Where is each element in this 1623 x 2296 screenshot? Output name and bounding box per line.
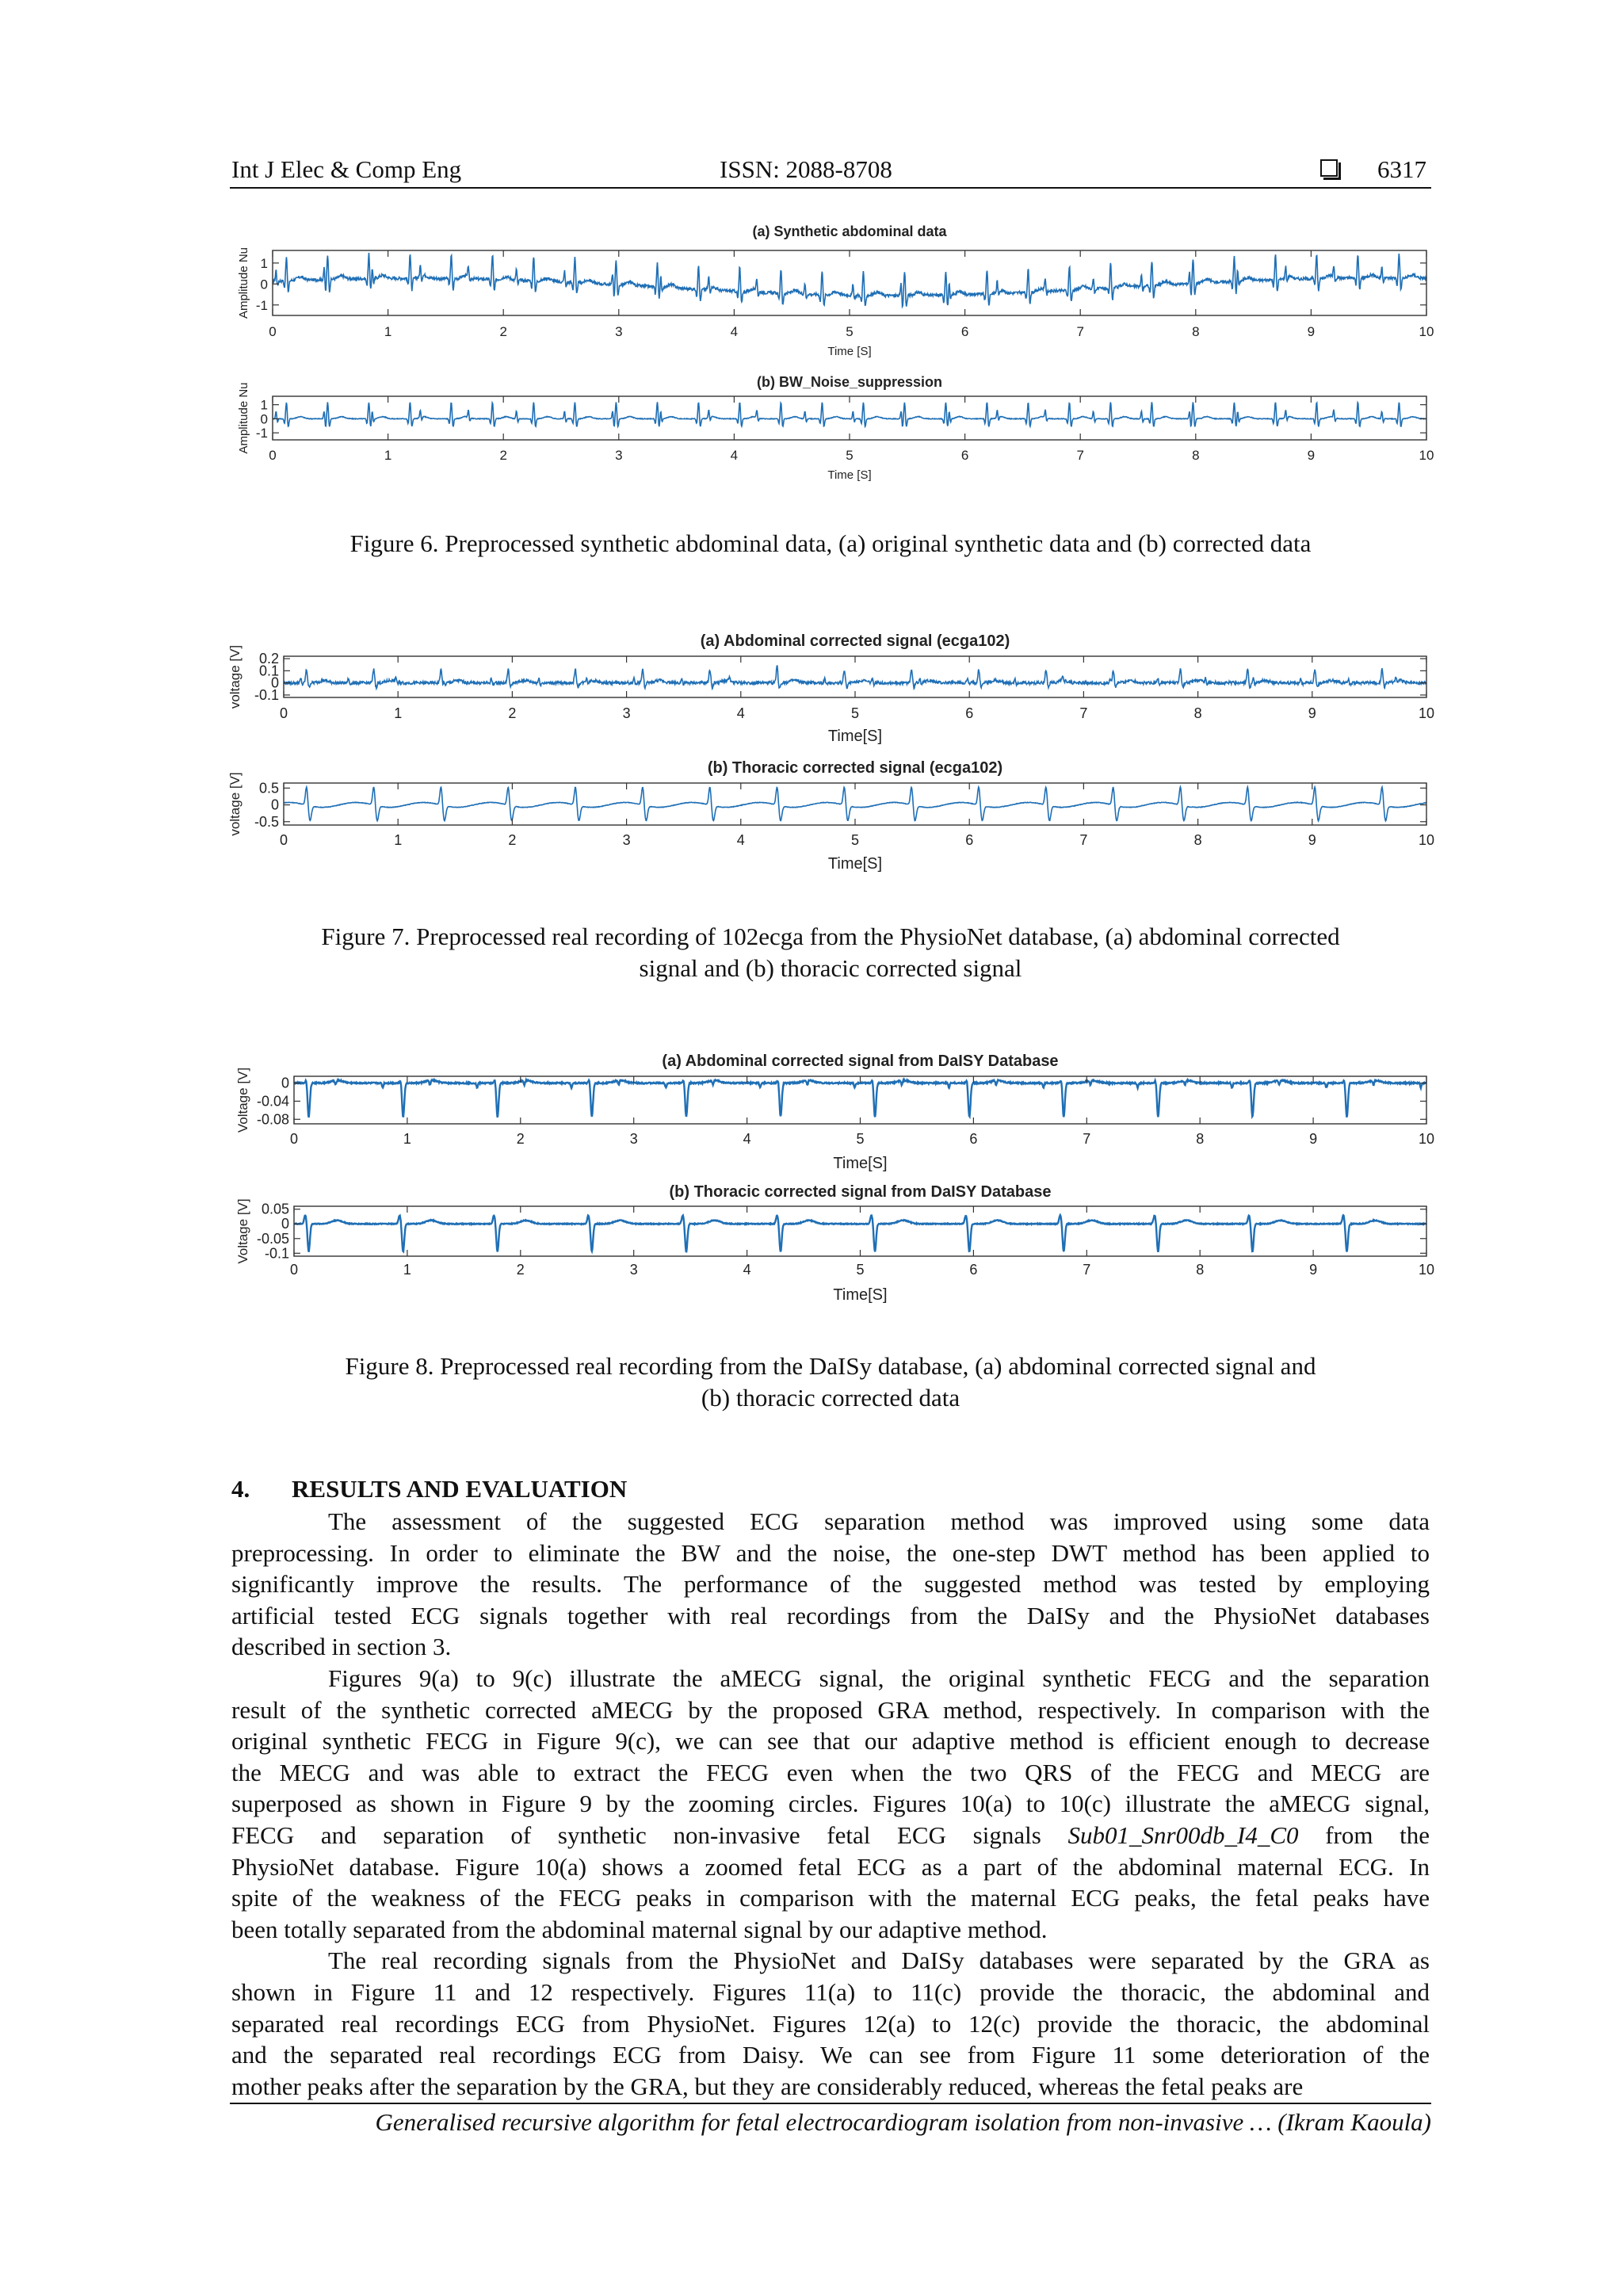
- ecg-trace: [284, 666, 1426, 689]
- figure-6-caption: Figure 6. Preprocessed synthetic abdominal data, (a) original synthetic data and (b) corrected data: [349, 529, 1312, 557]
- x-tick-label: 2: [508, 705, 517, 721]
- x-tick-label: 10: [1418, 705, 1435, 721]
- x-tick-label: 0: [269, 448, 277, 463]
- text-line: preprocessing. In order to eliminate the BW and the noise, the one-step DWT method has been applied to: [231, 1538, 1430, 1567]
- x-axis-label: Time[S]: [833, 1286, 888, 1304]
- x-tick-label: 2: [516, 1131, 525, 1147]
- caption-line: Figure 7. Preprocessed real recording of 102ecga from the PhysioNet database, (a) abdominal corrected: [321, 923, 1340, 950]
- x-tick-label: 10: [1418, 832, 1435, 848]
- panel-title: (b) Thoracic corrected signal (ecga102): [707, 759, 1003, 777]
- text-line: Figures 9(a) to 9(c) illustrate the aMECG signal, the original synthetic FECG and the separation: [328, 1664, 1430, 1692]
- x-tick-label: 5: [846, 324, 854, 339]
- x-tick-label: 5: [856, 1131, 865, 1147]
- y-tick-label: 0.2: [258, 651, 279, 667]
- section-title: RESULTS AND EVALUATION: [292, 1475, 628, 1503]
- x-tick-label: 6: [965, 832, 974, 848]
- x-tick-label: 1: [394, 705, 403, 721]
- x-axis-label: Time [S]: [827, 345, 872, 358]
- y-tick-label: 0.05: [261, 1201, 289, 1217]
- text-line: significantly improve the results. The performance of the suggested method was tested by employing: [231, 1570, 1430, 1599]
- x-tick-label: 7: [1079, 705, 1088, 721]
- ecg-trace: [294, 1215, 1426, 1252]
- x-tick-label: 0: [269, 324, 277, 339]
- x-axis-label: Time[S]: [827, 728, 883, 745]
- x-tick-label: 5: [856, 1262, 865, 1278]
- text-line: FECG and separation of synthetic non-invasive fetal ECG signals Sub01_Snr00db_I4_C0 from the: [231, 1820, 1430, 1849]
- x-tick-label: 10: [1419, 448, 1434, 463]
- x-tick-label: 5: [850, 832, 860, 848]
- x-tick-label: 4: [736, 705, 745, 721]
- x-tick-label: 1: [384, 324, 392, 339]
- x-tick-label: 10: [1419, 324, 1434, 339]
- x-tick-label: 4: [730, 324, 739, 339]
- x-tick-label: 6: [969, 1131, 978, 1147]
- x-tick-label: 3: [615, 448, 623, 463]
- y-tick-label: 0: [260, 277, 268, 292]
- y-tick-label: 0: [270, 797, 279, 813]
- text-line: mother peaks after the separation by the GRA, but they are considerably reduced, whereas the fetal peaks are: [231, 2072, 1304, 2100]
- text-line: PhysioNet database. Figure 10(a) shows a zoomed fetal ECG as a part of the abdominal maternal ECG. In: [231, 1852, 1430, 1881]
- x-tick-label: 7: [1083, 1131, 1091, 1147]
- x-tick-label: 7: [1079, 832, 1088, 848]
- y-axis-label: Amplitude Nu: [237, 382, 250, 454]
- x-tick-label: 10: [1418, 1131, 1435, 1147]
- y-axis-label: voltage [V]: [227, 644, 242, 709]
- text-line: and the separated real recordings ECG from Daisy. We can see from Figure 11 some deterioration of the: [231, 2041, 1430, 2069]
- paragraph: [231, 1663, 1430, 1945]
- x-tick-label: 2: [516, 1262, 525, 1278]
- x-tick-label: 9: [1308, 832, 1316, 848]
- y-tick-label: -0.1: [254, 686, 279, 703]
- y-tick-label: 1: [260, 397, 268, 413]
- x-tick-label: 9: [1309, 1131, 1318, 1147]
- body-text: [231, 1506, 1430, 2102]
- x-tick-label: 0: [289, 1262, 299, 1278]
- text-line: the MECG and was able to extract the FECG even when the two QRS of the FECG and MECG are: [231, 1758, 1430, 1786]
- x-tick-label: 2: [499, 324, 507, 339]
- paragraph: [231, 1506, 1430, 1663]
- ecg-trace: [284, 787, 1426, 821]
- y-axis-label: Amplitude Nu: [237, 246, 250, 319]
- y-tick-label: -0.5: [254, 813, 279, 830]
- y-tick-label: 0: [281, 1075, 289, 1091]
- y-tick-label: -1: [255, 297, 268, 313]
- x-tick-label: 7: [1076, 448, 1084, 463]
- panel-title: (b) Thoracic corrected signal from DaISY Database: [669, 1183, 1052, 1201]
- x-tick-label: 0: [279, 832, 288, 848]
- x-tick-label: 9: [1307, 448, 1316, 463]
- text-line: shown in Figure 11 and 12 respectively. Figures 11(a) to 11(c) provide the thoracic, the abdominal and: [231, 1977, 1430, 2006]
- x-tick-label: 9: [1308, 705, 1316, 721]
- y-tick-label: -0.08: [256, 1111, 289, 1128]
- x-tick-label: 8: [1196, 1262, 1205, 1278]
- running-footer: Generalised recursive algorithm for fetal electrocardiogram isolation from non-invasive … (Ikram Kaoula): [375, 2108, 1431, 2136]
- x-tick-label: 8: [1192, 324, 1200, 339]
- x-tick-label: 8: [1196, 1131, 1205, 1147]
- paragraph: [231, 1945, 1430, 2102]
- footer-rule: [230, 2103, 1431, 2104]
- y-tick-label: 0.5: [258, 780, 279, 797]
- x-tick-label: 2: [508, 832, 517, 848]
- journal-name: Int J Elec & Comp Eng: [231, 155, 462, 183]
- x-tick-label: 3: [629, 1131, 638, 1147]
- panel-title: (a) Abdominal corrected signal (ecga102): [700, 632, 1010, 650]
- x-tick-label: 9: [1307, 324, 1316, 339]
- y-tick-label: 1: [260, 255, 268, 271]
- plot-frame: [294, 1206, 1426, 1256]
- y-tick-label: -0.1: [264, 1245, 289, 1262]
- y-axis-label: Voltage [V]: [235, 1067, 250, 1133]
- x-tick-label: 2: [499, 448, 507, 463]
- caption-line: Figure 8. Preprocessed real recording from the DaISy database, (a) abdominal corrected signal and: [345, 1352, 1316, 1380]
- text-line: The assessment of the suggested ECG separation method was improved using some data: [328, 1507, 1430, 1535]
- y-tick-label: 0: [270, 674, 279, 691]
- x-tick-label: 4: [730, 448, 739, 463]
- y-tick-label: -0.05: [256, 1230, 289, 1247]
- x-tick-label: 5: [850, 705, 860, 721]
- x-tick-label: 8: [1192, 448, 1200, 463]
- plot-frame: [273, 250, 1426, 315]
- x-tick-label: 4: [743, 1131, 751, 1147]
- x-tick-label: 3: [622, 832, 631, 848]
- text-line: spite of the weakness of the FECG peaks in comparison with the maternal ECG peaks, the fetal peaks have: [231, 1884, 1430, 1912]
- x-tick-label: 0: [279, 705, 288, 721]
- x-tick-label: 6: [960, 324, 969, 339]
- panel-title: (b) BW_Noise_suppression: [756, 374, 943, 390]
- x-tick-label: 7: [1083, 1262, 1091, 1278]
- ecg-trace: [273, 253, 1426, 307]
- x-tick-label: 10: [1418, 1262, 1435, 1278]
- x-tick-label: 0: [289, 1131, 299, 1147]
- x-axis-label: Time[S]: [827, 855, 883, 873]
- y-tick-label: 0: [281, 1216, 289, 1232]
- figure-7-caption: [230, 921, 1431, 984]
- caption-line: signal and (b) thoracic corrected signal: [639, 954, 1022, 982]
- text-line: separated real recordings ECG from PhysioNet. Figures 12(a) to 12(c) provide the thoracic, the abdominal: [231, 2009, 1430, 2038]
- text-line: described in section 3.: [231, 1633, 452, 1661]
- x-axis-label: Time[S]: [833, 1155, 888, 1172]
- x-tick-label: 1: [394, 832, 403, 848]
- y-axis-label: Voltage [V]: [235, 1198, 250, 1264]
- y-tick-label: -0.04: [256, 1093, 289, 1110]
- panel-title: (a) Abdominal corrected signal from DaISY Database: [662, 1052, 1059, 1070]
- text-line: artificial tested ECG signals together with real recordings from the DaISy and the PhysioNet databases: [231, 1601, 1430, 1629]
- x-tick-label: 4: [743, 1262, 751, 1278]
- x-tick-label: 3: [629, 1262, 638, 1278]
- x-tick-label: 6: [969, 1262, 978, 1278]
- x-tick-label: 4: [736, 832, 745, 848]
- ecg-trace: [273, 402, 1426, 426]
- text-line: been totally separated from the abdominal maternal signal by our adaptive method.: [231, 1915, 1048, 1943]
- x-axis-label: Time [S]: [827, 468, 872, 482]
- x-tick-label: 6: [965, 705, 974, 721]
- text-line: The real recording signals from the PhysioNet and DaISy databases were separated by the GRA as: [328, 1946, 1430, 1975]
- x-tick-label: 5: [846, 448, 854, 463]
- figure-8-caption: [230, 1350, 1431, 1414]
- text-line: result of the synthetic corrected aMECG by the proposed GRA method, respectively. In comparison with the: [231, 1695, 1430, 1724]
- x-tick-label: 6: [960, 448, 969, 463]
- y-tick-label: 0.1: [258, 663, 279, 679]
- x-tick-label: 8: [1193, 832, 1202, 848]
- x-tick-label: 3: [622, 705, 631, 721]
- x-tick-label: 3: [615, 324, 623, 339]
- section-number: 4.: [231, 1475, 250, 1503]
- x-tick-label: 7: [1076, 324, 1084, 339]
- text-line: original synthetic FECG in Figure 9(c), we can see that our adaptive method is efficient enough to decrease: [231, 1727, 1430, 1755]
- y-tick-label: 0: [260, 411, 268, 427]
- caption-line: (b) thoracic corrected data: [701, 1384, 960, 1412]
- section-heading: [231, 1475, 627, 1503]
- text-line: superposed as shown in Figure 9 by the zooming circles. Figures 10(a) to 10(c) illustrate the aMECG signal,: [231, 1790, 1430, 1818]
- x-tick-label: 8: [1193, 705, 1202, 721]
- ecg-trace: [294, 1079, 1426, 1117]
- x-tick-label: 9: [1309, 1262, 1318, 1278]
- issn: ISSN: 2088-8708: [720, 155, 892, 183]
- x-tick-label: 1: [384, 448, 392, 463]
- y-axis-label: voltage [V]: [227, 772, 242, 836]
- x-tick-label: 1: [403, 1262, 411, 1278]
- panel-title: (a) Synthetic abdominal data: [752, 223, 947, 239]
- page-number: 6317: [1377, 155, 1426, 183]
- y-tick-label: -1: [255, 426, 268, 441]
- x-tick-label: 1: [403, 1131, 411, 1147]
